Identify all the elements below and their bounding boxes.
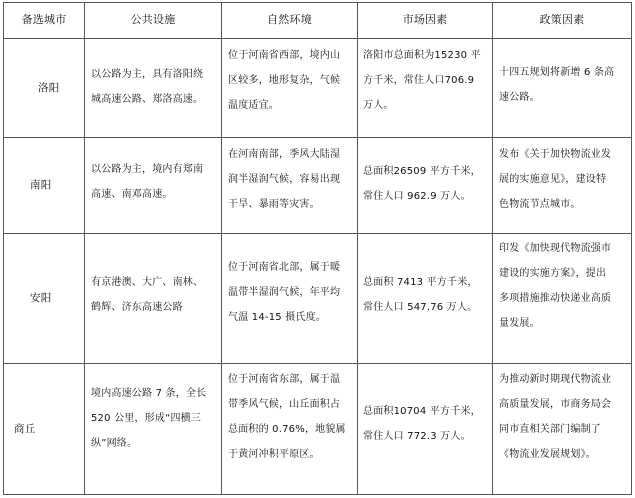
header-policy: 政策因素 <box>539 13 585 26</box>
policy-cell: 发布《关于加快物流业发 展的实施意见》，建设特 色物流节点城市。 <box>499 149 612 210</box>
environment-cell: 在河南南部，季风大陆湿 润半湿润气候，容易出现 干旱、暴雨等灾害。 <box>228 149 341 210</box>
header-market: 市场因素 <box>402 13 448 26</box>
market-cell: 总面积 7413 平方千米， 常住人口 547.76 万人。 <box>363 277 478 313</box>
column-divider <box>84 2 85 495</box>
market-cell: 总面积26509 平方千米， 常住人口 962.9 万人。 <box>363 166 481 202</box>
city-name: 南阳 <box>30 179 52 191</box>
header-divider <box>3 38 632 39</box>
policy-cell: 为推动新时期现代物流业 高质量发展，市商务局会 同市直相关部门编制了 《物流业发展规划》。 <box>499 374 612 460</box>
table-border-left <box>3 2 4 495</box>
header-environment: 自然环境 <box>267 13 312 26</box>
facilities-cell: 境内高速公路 7 条，全长 520 公里，形成“四横三 纵”网络。 <box>91 388 207 449</box>
city-name: 商丘 <box>14 423 36 435</box>
table-border-right <box>631 2 632 495</box>
environment-cell: 位于河南省北部，属于暖 温带半湿润气候，年平均 气温 14-15 摄氏度。 <box>228 262 341 323</box>
environment-cell: 位于河南省东部，属于温 带季风气候，山丘面积占 总面积的 0.76%，地貌属 于黄河冲积平原区。 <box>228 374 346 460</box>
city-name: 安阳 <box>30 292 52 304</box>
column-divider <box>492 2 493 495</box>
facilities-cell: 以公路为主，境内有郑南 高速、南邓高速。 <box>91 164 204 200</box>
header-facilities: 公共设施 <box>130 13 176 26</box>
header-city: 备选城市 <box>21 13 67 26</box>
market-cell: 洛阳市总面积为15230 平 方千米，常住人口706.9 万人。 <box>363 50 481 111</box>
policy-cell: 印发《加快现代物流强市 建设的实施方案》，提出 多项措施推动快递业高质 量发展。 <box>499 243 612 329</box>
policy-cell: 十四五规划将新增 6 条高 速公路。 <box>499 67 615 103</box>
facilities-cell: 以公路为主，具有洛阳绕 城高速公路、郑洛高速。 <box>91 69 204 105</box>
market-cell: 总面积10704 平方千米， 常住人口 772.3 万人。 <box>363 406 481 442</box>
city-name: 洛阳 <box>38 82 60 94</box>
environment-cell: 位于河南省西部，境内山 区较多，地形复杂，气候 温度适宜。 <box>228 50 341 111</box>
table-border-bottom <box>3 494 632 495</box>
row-divider <box>3 363 632 364</box>
row-divider <box>3 233 632 234</box>
column-divider <box>221 2 222 495</box>
row-divider <box>3 137 632 138</box>
table-border-top <box>3 2 632 3</box>
column-divider <box>357 2 358 495</box>
facilities-cell: 有京港澳、大广、南林、 鹤辉、济东高速公路 <box>91 277 204 313</box>
